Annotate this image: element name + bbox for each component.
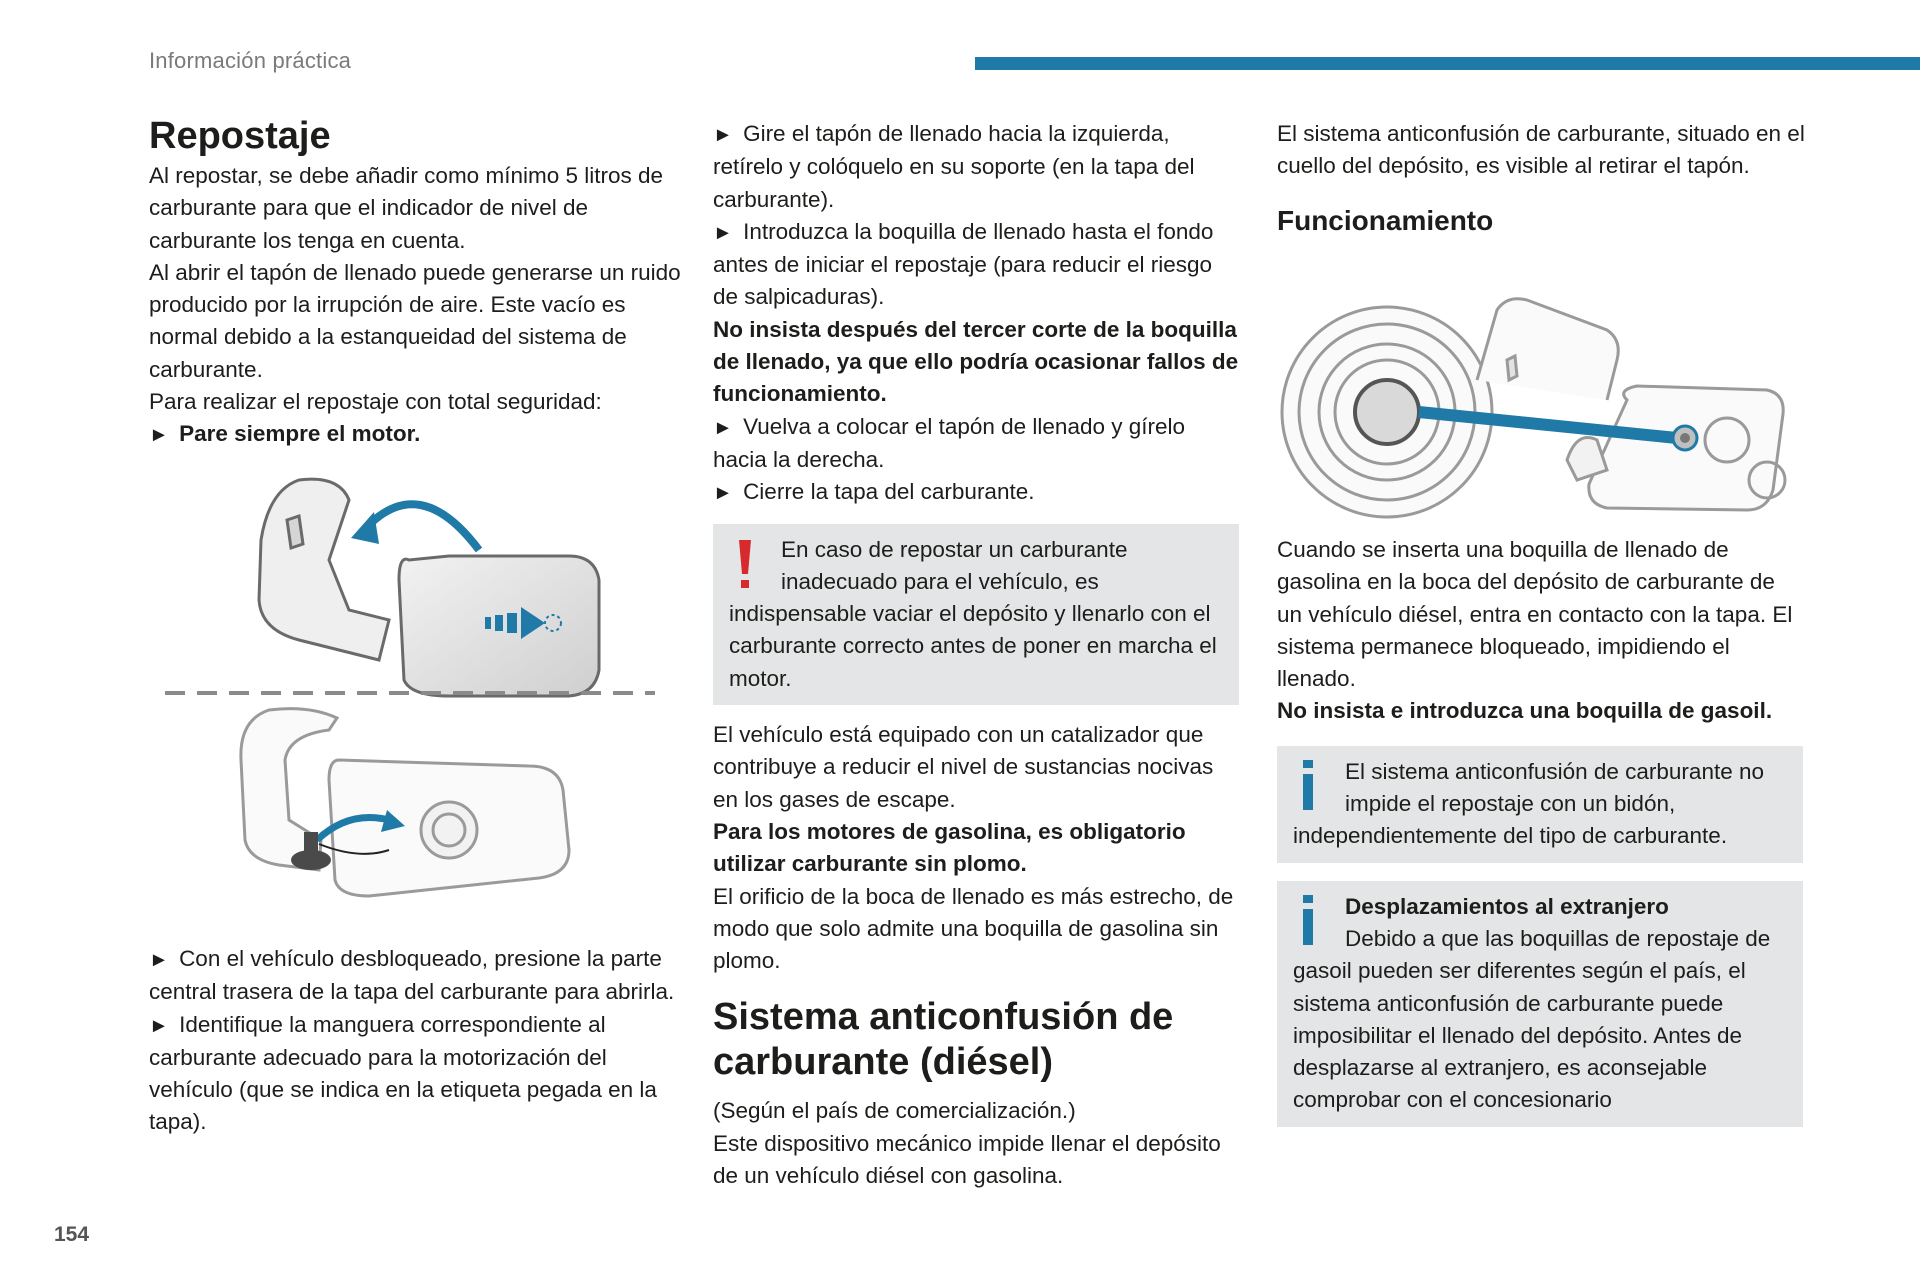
open-arrow bbox=[364, 504, 479, 550]
bullet-replace-cap: ► Vuelva a colocar el tapón de llenado y gírelo hacia la derecha. bbox=[713, 413, 1186, 472]
info-abroad-title: Desplazamientos al extranjero bbox=[1345, 893, 1669, 919]
paragraph-safety-intro: Para realizar el repostaje con total seguridad: bbox=[149, 389, 602, 415]
triangle-right-icon: ► bbox=[149, 949, 169, 971]
flap-cap-drawing bbox=[241, 709, 569, 896]
section-header: Información práctica bbox=[149, 48, 352, 73]
paragraph-min-litres: Al repostar, se debe añadir como mínimo 5 litros de carburante para que el indicador de nivel de carburante los tenga en cuenta. bbox=[149, 163, 664, 253]
header-accent-bar bbox=[975, 57, 1920, 70]
catalyst-text: El vehículo está equipado con un catalizador que contribuye a reducir el nivel de sustancias nocivas en los gases de escape. bbox=[713, 722, 1214, 812]
bullet-identify-hose: ► Identifique la manguera correspondiente al carburante adecuado para la motorización del vehículo (que se indica en la etiqueta pegada en la tapa). bbox=[149, 1011, 657, 1135]
misfuel-device-illustration bbox=[1277, 290, 1805, 530]
info-abroad-text: Debido a que las boquillas de repostaje de gasoil pueden ser diferentes según el país, el sistema anticonfusión de carburante puede imposibilitar el llenado del depósito. Antes de desplazarse al extranjero, es aconsejable comprobar con el concesionario bbox=[1293, 925, 1771, 1113]
operation-text: Cuando se inserta una boquilla de llenado de gasolina en la boca del depósito de carburante de un vehículo diésel, entra en contacto con la tapa. El sistema permanece bloqueado, impidiendo el llenado. bbox=[1277, 537, 1793, 692]
triangle-right-icon: ► bbox=[713, 482, 733, 505]
misfuel-intro: El sistema anticonfusión de carburante, situado en el cuello del depósito, es visible al retirar el tapón. bbox=[1277, 121, 1805, 179]
device-text: Este dispositivo mecánico impide llenar el depósito de un vehículo diésel con gasolina. bbox=[713, 1130, 1221, 1189]
info-box-abroad bbox=[1277, 881, 1803, 1127]
fuel-flap-illustration bbox=[149, 460, 681, 940]
orifice-text: El orificio de la boca de llenado es más estrecho, de modo que solo admite una boquilla de gasolina sin plomo. bbox=[713, 883, 1234, 974]
bullet-turn-cap: ► Gire el tapón de llenado hacia la izquierda, retírelo y colóquelo en su soporte (en la tapa del carburante). bbox=[713, 121, 1195, 212]
unleaded-required: Para los motores de gasolina, es obligatorio utilizar carburante sin plomo. bbox=[713, 818, 1186, 877]
column-1-lower bbox=[149, 943, 681, 1139]
country-note: (Según el país de comercialización.) bbox=[713, 1098, 1076, 1124]
bullet-insert-nozzle: ► Introduzca la boquilla de llenado hasta el fondo antes de iniciar el repostaje (para reducir el riesgo de salpicaduras). bbox=[713, 218, 1214, 310]
operation-warning: No insista e introduzca una boquilla de gasoil. bbox=[1277, 698, 1773, 724]
triangle-right-icon: ► bbox=[149, 1014, 169, 1037]
exclamation-icon bbox=[729, 534, 761, 596]
page-title: Repostaje bbox=[149, 115, 331, 157]
column-1 bbox=[149, 112, 681, 452]
misfuel-section-title: Sistema anticonfusión de carburante (diésel) bbox=[713, 996, 1174, 1084]
triangle-right-icon: ► bbox=[713, 124, 733, 146]
column-3 bbox=[1277, 118, 1805, 239]
warning-box-text: En caso de repostar un carburante inadecuado para el vehículo, es indispensable vaciar el depósito y llenarlo con el carburante correcto antes de poner en marcha el motor. bbox=[729, 536, 1217, 691]
triangle-right-icon: ► bbox=[713, 416, 733, 439]
bullet-stop-engine: ► Pare siempre el motor. bbox=[149, 421, 421, 447]
column-3-lower bbox=[1277, 534, 1805, 1127]
flap-open-drawing bbox=[259, 479, 599, 696]
info-box-canister bbox=[1277, 746, 1803, 863]
info-icon bbox=[1293, 756, 1325, 818]
bullet-close-flap: ► Cierre la tapa del carburante. bbox=[713, 479, 1035, 505]
info-canister-text: El sistema anticonfusión de carburante no impide el repostaje con un bidón, independientemente del tipo de carburante. bbox=[1293, 758, 1764, 849]
triangle-right-icon: ► bbox=[149, 424, 169, 447]
column-2 bbox=[713, 118, 1241, 1192]
triangle-right-icon: ► bbox=[713, 221, 733, 244]
warning-third-cut: No insista después del tercer corte de la boquilla de llenado, ya que ello podría ocasionar fallos de funcionamiento. bbox=[713, 316, 1239, 407]
page-number: 154 bbox=[54, 1223, 90, 1246]
warning-box bbox=[713, 524, 1239, 705]
operation-subtitle: Funcionamiento bbox=[1277, 204, 1494, 236]
paragraph-air-noise: Al abrir el tapón de llenado puede generarse un ruido producido por la irrupción de aire. Este vacío es normal debido a la estanqueidad del sistema de carburante. bbox=[149, 259, 681, 382]
bullet-press-flap: ► Con el vehículo desbloqueado, presione la parte central trasera de la tapa del carburante para abrirla. bbox=[149, 946, 675, 1005]
info-icon bbox=[1293, 891, 1325, 953]
